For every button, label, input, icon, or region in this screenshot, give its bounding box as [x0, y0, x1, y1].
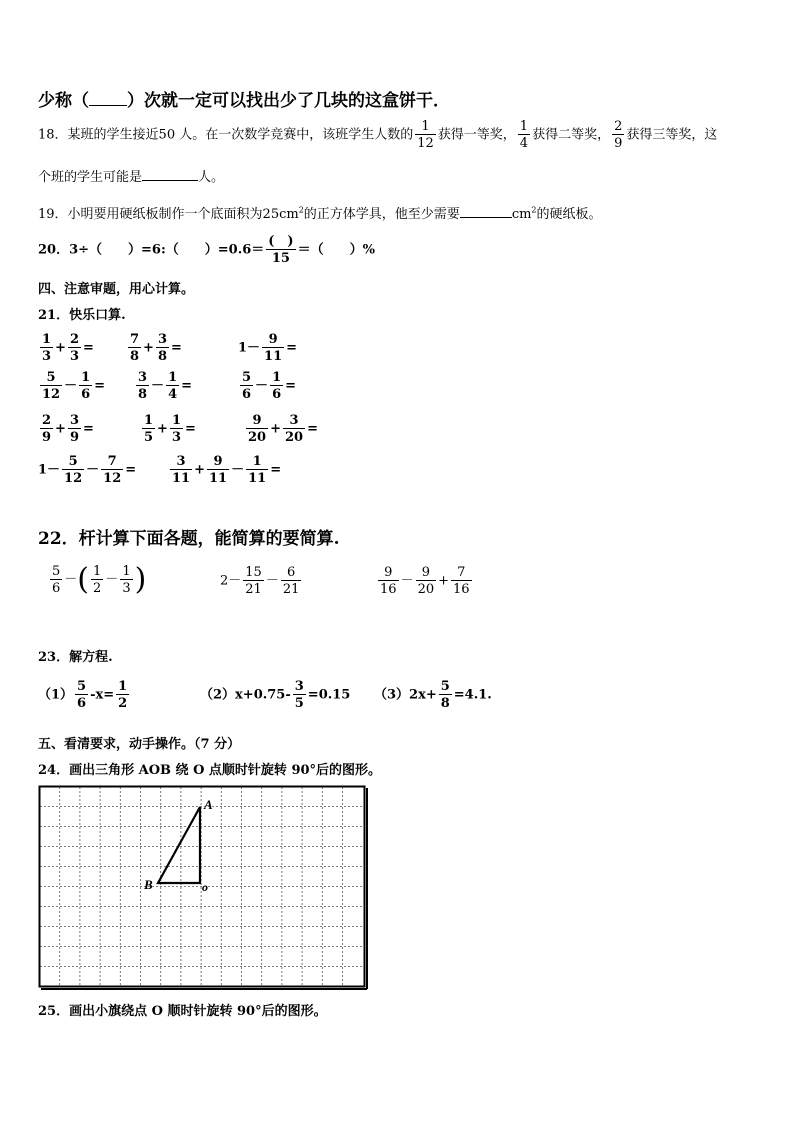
q19-text: 的正方体学具，他至少需要	[303, 207, 460, 222]
q17-tail-line	[38, 86, 450, 111]
area-value: 25cm	[262, 207, 299, 222]
q18-text: 获得一等奖，	[437, 127, 516, 143]
equation-1: （1） $\frac{5}{6}$ -x= $\frac{1}{2}$	[38, 679, 128, 711]
mental-calc-item: $\frac{2}{9}$ + $\frac{3}{9}$ =	[42, 413, 94, 445]
answer-blank[interactable]	[142, 166, 198, 181]
mental-calc-item: $\frac{3}{8}$ － $\frac{1}{4}$ =	[138, 370, 193, 402]
q19-text: 的硬纸板。	[536, 207, 602, 222]
label-o: o	[202, 880, 208, 894]
label-a: A	[204, 797, 213, 812]
q18-text: 18．某班的学生接近50 人。在一次数学竞赛中，该班学生人数的	[38, 127, 414, 143]
mental-calc-item: $\frac{1}{5}$ + $\frac{1}{3}$ =	[144, 413, 196, 445]
triangle-aob	[158, 807, 200, 883]
rotation-grid	[38, 785, 368, 990]
fraction: $\frac{2}{9}$	[614, 119, 623, 151]
q18-text: 人。	[198, 170, 225, 185]
mental-calc-item: $\frac{3}{11}$ + $\frac{9}{11}$ － $\frac{1}{11}$ =	[172, 454, 282, 486]
question-18	[38, 120, 717, 150]
mental-calc-item: $\frac{1}{3}$ + $\frac{2}{3}$ =	[42, 332, 94, 364]
answer-blank[interactable]	[460, 203, 512, 218]
q17-text-a: 少称（	[38, 91, 89, 111]
section-4-heading: 四、注意审题，用心计算。	[38, 282, 195, 297]
equation-2: （2）x+0.75- $\frac{3}{5}$ =0.15	[200, 679, 351, 711]
question-19: 19．小明要用硬纸板制作一个底面积为$25cm^2$的正方体学具，他至少需要 $cm^2$的硬纸板。	[38, 203, 602, 222]
unit: cm	[511, 207, 532, 222]
question-20	[38, 235, 375, 265]
question-22-title: 22．杆计算下面各题，能简算的要简算.	[38, 529, 340, 549]
mental-calc-item: 1－ $\frac{5}{12}$ － $\frac{7}{12}$ =	[38, 454, 137, 486]
question-25-title: 25．画出小旗绕点 O 顺时针旋转 90°后的图形。	[38, 1004, 327, 1019]
question-23-title: 23．解方程.	[38, 650, 113, 665]
simplify-expression: $\frac{5}{6}$ －( $\frac{1}{2}$ － $\frac{1}{3}$ )	[52, 562, 147, 597]
fraction: $\frac{1}{12}$	[417, 119, 434, 151]
fraction: $\frac{1}{4}$	[519, 119, 529, 151]
simplify-expression: $\frac{9}{16}$ － $\frac{9}{20}$ + $\frac{7}{16}$	[380, 565, 470, 597]
q18-text: 获得二等奖，	[532, 127, 611, 143]
simplify-expression: 2－ $\frac{15}{21}$ － $\frac{6}{21}$	[220, 565, 300, 597]
q17-text-b: ）次就一定可以找出少了几块的这盒饼干．	[127, 91, 450, 111]
mental-calc-item: 1－ $\frac{9}{11}$ =	[238, 332, 298, 364]
label-b: B	[144, 877, 153, 892]
q20-text: ＝（ ）%	[297, 242, 375, 258]
q19-text: 19．小明要用硬纸板制作一个底面积为	[38, 207, 263, 222]
question-21-title: 21．快乐口算.	[38, 308, 126, 323]
equation-3: （3）2x+ $\frac{5}{8}$ =4.1.	[374, 679, 492, 711]
q20-text: 20．3÷（ ）=6:（ ）=0.6＝	[38, 242, 265, 258]
mental-calc-item: $\frac{9}{20}$ + $\frac{3}{20}$ =	[248, 413, 318, 445]
section-5-heading: 五、看清要求，动手操作。（7 分）	[38, 737, 241, 752]
q18-text: 获得三等奖，这	[626, 127, 718, 143]
fraction: $\frac{( )}{15}$	[268, 234, 294, 266]
question-18-line2	[38, 166, 224, 185]
mental-calc-item: $\frac{7}{8}$ + $\frac{3}{8}$ =	[130, 332, 182, 364]
mental-calc-item: $\frac{5}{12}$ － $\frac{1}{6}$ =	[42, 370, 106, 402]
mental-calc-item: $\frac{5}{6}$ － $\frac{1}{6}$ =	[242, 370, 297, 402]
answer-blank[interactable]	[89, 91, 127, 106]
q18-text: 个班的学生可能是	[38, 170, 143, 185]
question-24-title: 24．画出三角形 AOB 绕 O 点顺时针旋转 90°后的图形。	[38, 763, 382, 778]
